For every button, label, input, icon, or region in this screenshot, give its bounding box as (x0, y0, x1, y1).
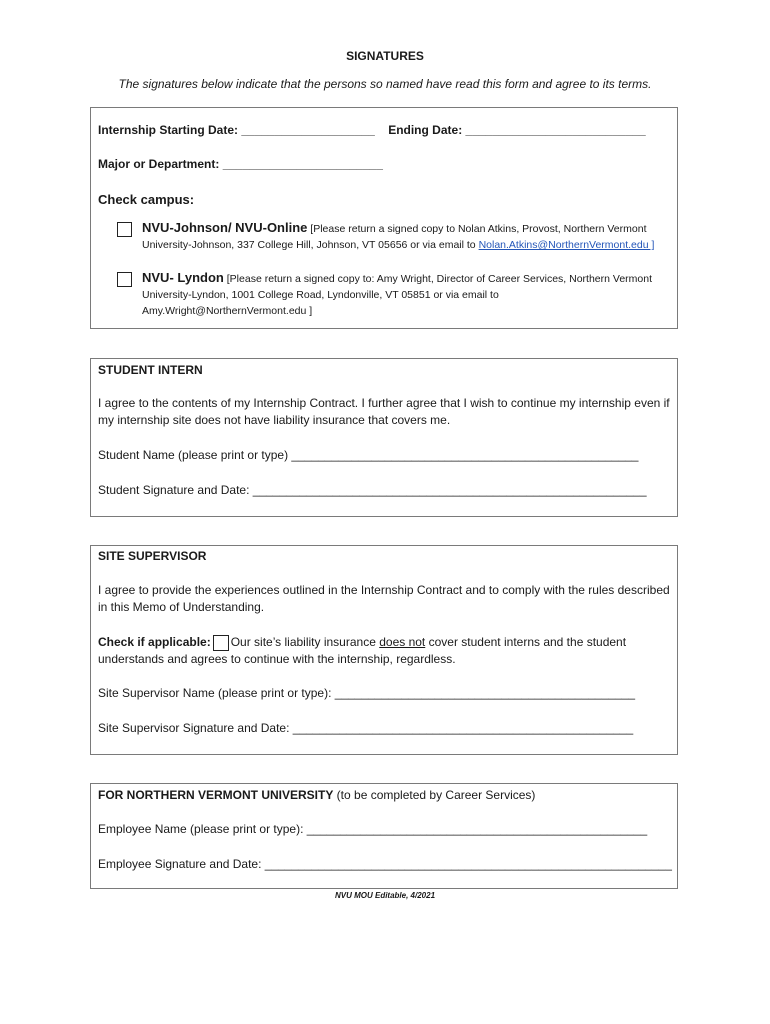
johnson-checkbox[interactable] (117, 222, 132, 237)
student-intern-section (90, 358, 678, 517)
major-field[interactable]: ________________________ (222, 157, 383, 171)
start-date-field[interactable]: ____________________ (241, 123, 375, 137)
nvu-heading-row (98, 788, 535, 802)
employee-name-field[interactable]: Employee Name (please print or type): ___________________________________________________ (98, 822, 648, 836)
liability-checkbox[interactable] (213, 635, 229, 651)
lyndon-instructions: [Please return a signed copy to: Amy Wright, Director of Career Services, Northern Vermont University-Lyndon, 1001 College Road, Lyndonville, VT 05851 or via email to Amy.Wright@NorthernVermont.edu ] (142, 273, 652, 317)
nvu-heading-note: (to be completed by Career Services) (333, 788, 536, 802)
intro-text: The signatures below indicate that the persons so named have read this form and agree to its terms. (118, 77, 652, 91)
supervisor-statement: I agree to provide the experiences outlined in the Internship Contract and to comply with the rules described in this Memo of Understanding. (98, 583, 670, 614)
nvu-section (90, 783, 678, 889)
student-statement: I agree to the contents of my Internship Contract. I further agree that I wish to continue my internship even if my internship site does not have liability insurance that covers me. (98, 396, 670, 427)
liability-emphasis: does not (379, 635, 426, 649)
supervisor-name-field[interactable]: Site Supervisor Name (please print or type): _____________________________________________ (98, 686, 636, 700)
student-signature-field[interactable]: Student Signature and Date: ___________________________________________________________ (98, 483, 647, 497)
major-row (98, 157, 383, 171)
dates-campus-section (90, 107, 678, 329)
site-supervisor-section (90, 545, 678, 755)
student-heading: STUDENT INTERN (98, 363, 203, 377)
johnson-instructions: [Please return a signed copy to Nolan Atkins, Provost, Northern Vermont University-Johnson, 337 College Hill, Johnson, VT 05656 or via email to (142, 223, 647, 251)
supervisor-heading: SITE SUPERVISOR (98, 549, 207, 563)
check-applicable-label: Check if applicable: (98, 635, 211, 649)
lyndon-checkbox[interactable] (117, 272, 132, 287)
end-date-field[interactable]: ___________________________ (465, 123, 646, 137)
footer-note: NVU MOU Editable, 4/2021 (334, 891, 436, 900)
employee-signature-field[interactable]: Employee Signature and Date: _____________________________________________________________ (98, 857, 672, 871)
major-label: Major or Department: (98, 157, 220, 171)
liability-text-a: Our site’s liability insurance (230, 635, 380, 649)
campus-heading: Check campus: (98, 192, 195, 207)
liability-text-b: cover student interns and the student understands and agrees to continue with the internship, regardless. (98, 635, 627, 666)
page-title: SIGNATURES (346, 49, 424, 63)
date-row (98, 123, 646, 137)
nvu-heading: FOR NORTHERN VERMONT UNIVERSITY (98, 788, 334, 802)
lyndon-name: NVU- Lyndon (142, 270, 224, 285)
johnson-email-link[interactable]: Nolan.Atkins@NorthernVermont.edu ] (478, 239, 655, 251)
student-name-field[interactable]: Student Name (please print or type) ____________________________________________________ (98, 448, 639, 462)
liability-check-row (98, 634, 678, 668)
lyndon-option (142, 270, 662, 319)
johnson-option (142, 220, 662, 253)
johnson-name: NVU-Johnson/ NVU-Online (142, 220, 308, 235)
supervisor-signature-field[interactable]: Site Supervisor Signature and Date: ___________________________________________________ (98, 721, 634, 735)
start-date-label: Internship Starting Date: (98, 123, 239, 137)
end-date-label: Ending Date: (388, 123, 463, 137)
